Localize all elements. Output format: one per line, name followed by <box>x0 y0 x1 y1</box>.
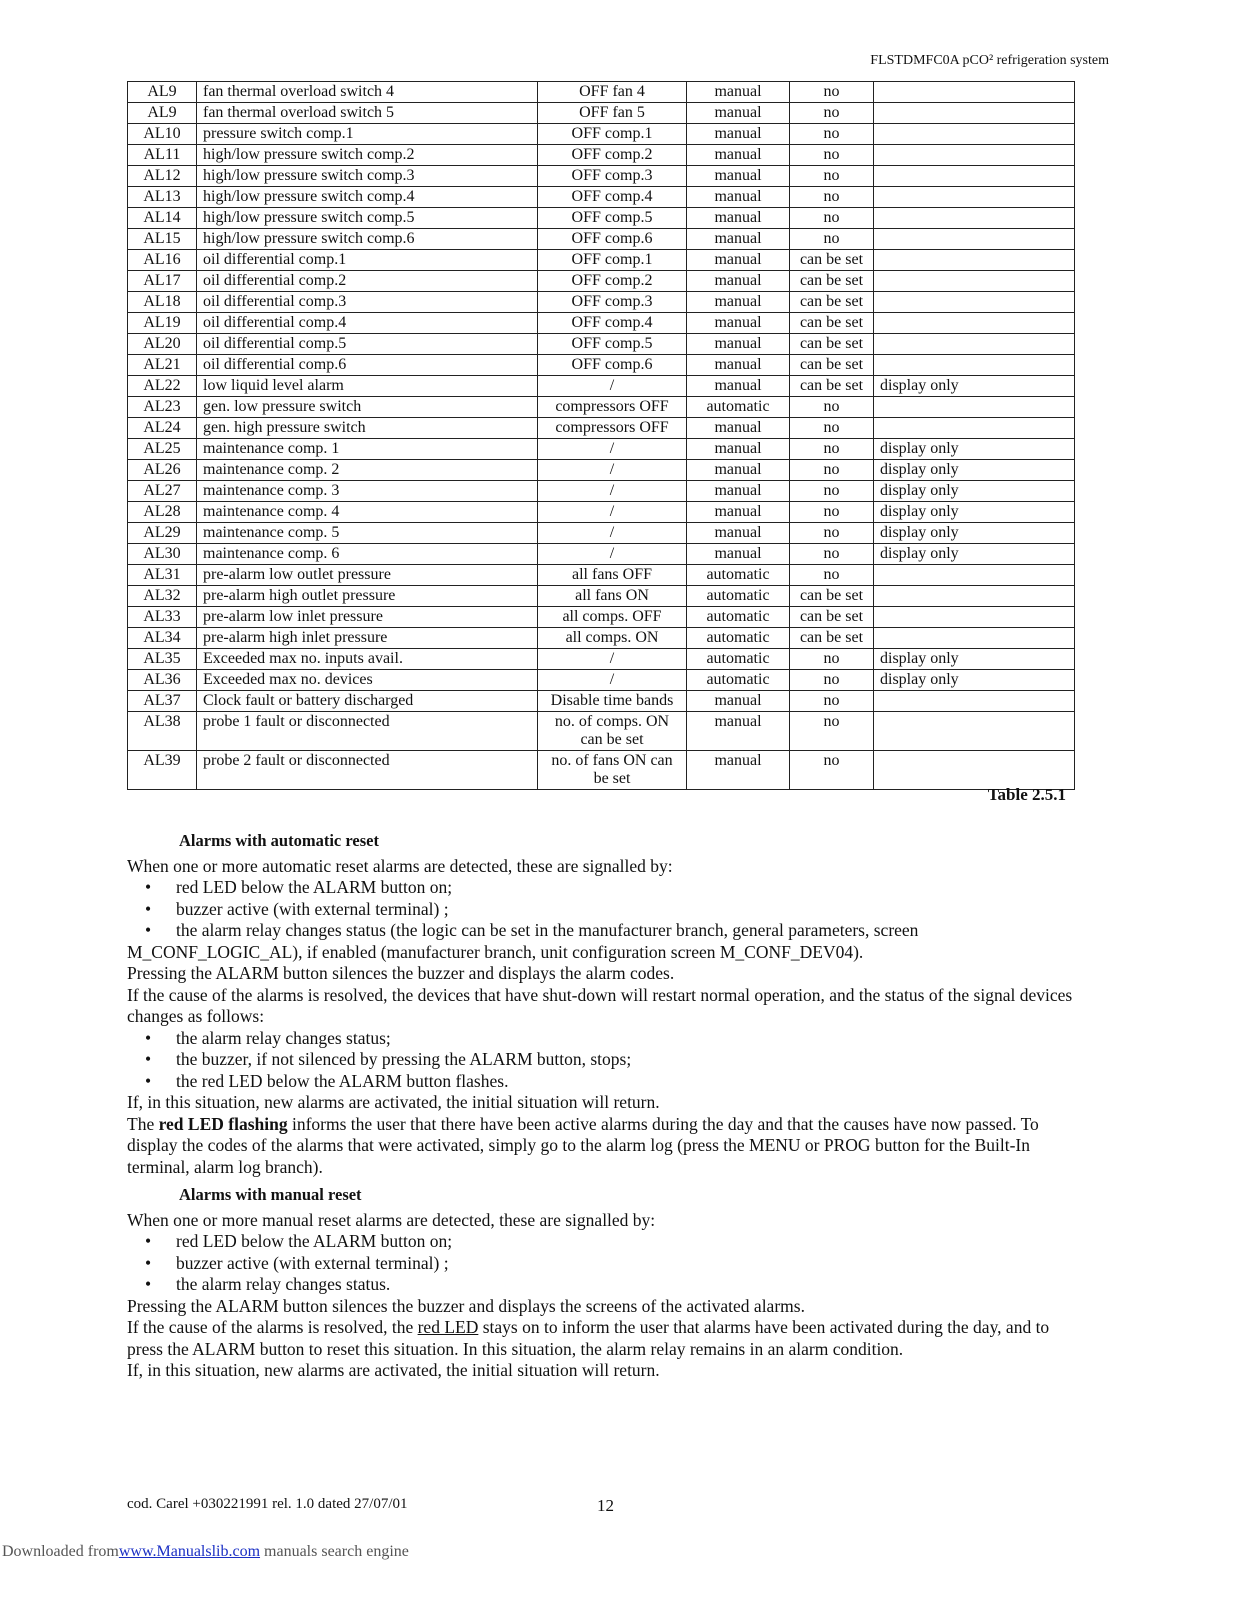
alarm-note-cell: display only <box>874 649 1075 670</box>
alarm-action-cell: / <box>538 670 687 691</box>
alarm-note-cell <box>874 418 1075 439</box>
table-row <box>128 250 1075 271</box>
auto-reset-bullet-continuation: M_CONF_LOGIC_AL), if enabled (manufacturer branch, unit configuration screen M_CONF_DEV04). <box>127 941 864 962</box>
alarm-action-cell: / <box>538 523 687 544</box>
alarm-description-cell: high/low pressure switch comp.4 <box>197 187 538 208</box>
alarm-reset-cell: automatic <box>687 649 790 670</box>
table-row <box>128 376 1075 397</box>
alarm-action-cell: Disable time bands <box>538 691 687 712</box>
alarm-delay-cell: no <box>790 82 874 103</box>
table-row <box>128 751 1075 790</box>
alarm-action-cell: no. of fans ON can be set <box>538 751 687 790</box>
alarm-note-cell <box>874 565 1075 586</box>
alarm-code-cell: AL36 <box>128 670 197 691</box>
alarm-note-cell <box>874 751 1075 790</box>
alarm-note-cell <box>874 586 1075 607</box>
alarm-action-cell: / <box>538 376 687 397</box>
alarm-action-cell: OFF fan 5 <box>538 103 687 124</box>
alarm-description-cell: high/low pressure switch comp.6 <box>197 229 538 250</box>
alarm-description-cell: oil differential comp.3 <box>197 292 538 313</box>
alarm-delay-cell: can be set <box>790 355 874 376</box>
alarm-reset-cell: manual <box>687 313 790 334</box>
alarm-code-cell: AL27 <box>128 481 197 502</box>
alarm-code-cell: AL11 <box>128 145 197 166</box>
table-row <box>128 82 1075 103</box>
alarm-delay-cell: can be set <box>790 376 874 397</box>
alarm-action-cell: OFF comp.1 <box>538 250 687 271</box>
alarm-delay-cell: no <box>790 523 874 544</box>
alarm-code-cell: AL18 <box>128 292 197 313</box>
alarm-reset-cell: manual <box>687 145 790 166</box>
alarm-action-cell: / <box>538 439 687 460</box>
alarm-description-cell: pressure switch comp.1 <box>197 124 538 145</box>
manual-reset-paragraph <box>127 1317 1082 1360</box>
alarm-reset-cell: manual <box>687 250 790 271</box>
alarm-description-cell: oil differential comp.1 <box>197 250 538 271</box>
alarm-code-cell: AL35 <box>128 649 197 670</box>
table-row <box>128 334 1075 355</box>
alarm-action-cell: OFF comp.3 <box>538 292 687 313</box>
download-suffix: manuals search engine <box>264 1543 409 1560</box>
alarm-description-cell: Exceeded max no. inputs avail. <box>197 649 538 670</box>
alarm-description-cell: fan thermal overload switch 4 <box>197 82 538 103</box>
table-row <box>128 691 1075 712</box>
alarm-delay-cell: can be set <box>790 628 874 649</box>
alarm-delay-cell: no <box>790 670 874 691</box>
alarm-action-cell: OFF comp.6 <box>538 229 687 250</box>
alarm-action-cell: OFF comp.1 <box>538 124 687 145</box>
alarm-table <box>127 81 1075 790</box>
table-row <box>128 187 1075 208</box>
alarm-code-cell: AL33 <box>128 607 197 628</box>
alarm-code-cell: AL23 <box>128 397 197 418</box>
alarm-delay-cell: no <box>790 166 874 187</box>
alarm-description-cell: oil differential comp.2 <box>197 271 538 292</box>
alarm-reset-cell: manual <box>687 82 790 103</box>
table-row <box>128 565 1075 586</box>
alarm-description-cell: gen. low pressure switch <box>197 397 538 418</box>
alarm-delay-cell: no <box>790 649 874 670</box>
alarm-description-cell: high/low pressure switch comp.5 <box>197 208 538 229</box>
footer-code: cod. Carel +030221991 rel. 1.0 dated 27/07/01 <box>127 1496 408 1512</box>
table-row <box>128 502 1075 523</box>
manual-reset-paragraph: Pressing the ALARM button silences the buzzer and displays the screens of the activated alarms. <box>127 1295 805 1316</box>
alarm-code-cell: AL19 <box>128 313 197 334</box>
heading-manual-reset: Alarms with manual reset <box>179 1185 362 1204</box>
table-row <box>128 208 1075 229</box>
alarm-reset-cell: automatic <box>687 397 790 418</box>
alarm-description-cell: oil differential comp.5 <box>197 334 538 355</box>
table-row <box>128 124 1075 145</box>
manualslib-link[interactable]: www.Manualslib.com <box>118 1543 261 1560</box>
text-span: informs the user that there have been active alarms during the day and that the causes have now passed. To display the codes of the alarms that were activated, simply go to the alarm log (press the MENU or PROG button for the Built-In terminal, alarm log branch). <box>127 1113 1039 1177</box>
alarm-action-cell: OFF comp.2 <box>538 145 687 166</box>
alarm-description-cell: probe 1 fault or disconnected <box>197 712 538 751</box>
alarm-action-cell: OFF comp.2 <box>538 271 687 292</box>
alarm-description-cell: maintenance comp. 2 <box>197 460 538 481</box>
alarm-code-cell: AL12 <box>128 166 197 187</box>
alarm-note-cell <box>874 355 1075 376</box>
alarm-code-cell: AL20 <box>128 334 197 355</box>
alarm-note-cell <box>874 229 1075 250</box>
auto-reset-status-list <box>127 1028 1082 1093</box>
table-row <box>128 607 1075 628</box>
alarm-code-cell: AL14 <box>128 208 197 229</box>
alarm-description-cell: oil differential comp.6 <box>197 355 538 376</box>
text-span: stays on to inform the user that alarms have been activated during the day, and to press the ALARM button to reset this situation. In this situation, the alarm relay remains in an alarm condition. <box>127 1317 1050 1359</box>
alarm-action-cell: / <box>538 460 687 481</box>
alarm-action-cell: all comps. ON <box>538 628 687 649</box>
alarm-note-cell <box>874 250 1075 271</box>
alarm-action-cell: OFF comp.4 <box>538 313 687 334</box>
list-item: • the alarm relay changes status (the logic can be set in the manufacturer branch, general parameters, screen <box>127 920 1082 942</box>
alarm-action-cell: / <box>538 502 687 523</box>
alarm-delay-cell: can be set <box>790 334 874 355</box>
alarm-delay-cell: no <box>790 124 874 145</box>
alarm-note-cell <box>874 334 1075 355</box>
alarm-delay-cell: can be set <box>790 271 874 292</box>
bold-text: red LED flashing <box>158 1113 288 1134</box>
alarm-code-cell: AL25 <box>128 439 197 460</box>
table-row <box>128 292 1075 313</box>
alarm-delay-cell: no <box>790 397 874 418</box>
alarm-note-cell: display only <box>874 376 1075 397</box>
alarm-action-cell: / <box>538 544 687 565</box>
table-row <box>128 523 1075 544</box>
alarm-description-cell: pre-alarm low inlet pressure <box>197 607 538 628</box>
alarm-note-cell <box>874 208 1075 229</box>
alarm-action-cell: compressors OFF <box>538 397 687 418</box>
alarm-reset-cell: manual <box>687 418 790 439</box>
list-item: • red LED below the ALARM button on; <box>127 1231 1082 1253</box>
alarm-note-cell: display only <box>874 481 1075 502</box>
alarm-description-cell: pre-alarm high outlet pressure <box>197 586 538 607</box>
auto-reset-paragraph: Pressing the ALARM button silences the buzzer and displays the alarm codes. <box>127 963 675 983</box>
list-item: • the alarm relay changes status. <box>127 1274 1082 1296</box>
alarm-delay-cell: no <box>790 712 874 751</box>
alarm-note-cell <box>874 313 1075 334</box>
table-row <box>128 586 1075 607</box>
alarm-reset-cell: manual <box>687 229 790 250</box>
alarm-reset-cell: automatic <box>687 628 790 649</box>
alarm-delay-cell: no <box>790 103 874 124</box>
manual-reset-intro: When one or more manual reset alarms are detected, these are signalled by: <box>127 1209 656 1230</box>
alarm-code-cell: AL37 <box>128 691 197 712</box>
alarm-note-cell <box>874 82 1075 103</box>
alarm-code-cell: AL34 <box>128 628 197 649</box>
table-row <box>128 355 1075 376</box>
alarm-note-cell: display only <box>874 502 1075 523</box>
alarm-code-cell: AL38 <box>128 712 197 751</box>
alarm-reset-cell: manual <box>687 208 790 229</box>
alarm-action-cell: OFF fan 4 <box>538 82 687 103</box>
alarm-note-cell <box>874 397 1075 418</box>
alarm-action-cell: / <box>538 481 687 502</box>
alarm-delay-cell: no <box>790 145 874 166</box>
alarm-description-cell: gen. high pressure switch <box>197 418 538 439</box>
alarm-note-cell <box>874 145 1075 166</box>
alarm-description-cell: Clock fault or battery discharged <box>197 691 538 712</box>
alarm-delay-cell: can be set <box>790 607 874 628</box>
auto-reset-paragraph: If the cause of the alarms is resolved, the devices that have shut-down will restart normal operation, and the status of the signal devices changes as follows: <box>127 984 1073 1026</box>
alarm-delay-cell: no <box>790 751 874 790</box>
alarm-delay-cell: no <box>790 418 874 439</box>
alarm-reset-cell: manual <box>687 166 790 187</box>
table-row <box>128 649 1075 670</box>
auto-reset-intro: When one or more automatic reset alarms are detected, these are signalled by: <box>127 855 673 876</box>
alarm-note-cell <box>874 628 1075 649</box>
download-notice <box>2 1543 409 1561</box>
alarm-reset-cell: automatic <box>687 607 790 628</box>
alarm-delay-cell: can be set <box>790 313 874 334</box>
list-item: • buzzer active (with external terminal) ; <box>127 1253 1082 1275</box>
alarm-note-cell: display only <box>874 523 1075 544</box>
alarm-delay-cell: no <box>790 229 874 250</box>
running-header: FLSTDMFC0A pCO² refrigeration system <box>870 53 1109 68</box>
alarm-action-cell: all comps. OFF <box>538 607 687 628</box>
alarm-reset-cell: manual <box>687 712 790 751</box>
alarm-action-cell: no. of comps. ON can be set <box>538 712 687 751</box>
table-row <box>128 397 1075 418</box>
alarm-delay-cell: no <box>790 481 874 502</box>
alarm-delay-cell: no <box>790 691 874 712</box>
alarm-action-cell: OFF comp.5 <box>538 334 687 355</box>
alarm-reset-cell: manual <box>687 481 790 502</box>
table-row <box>128 544 1075 565</box>
list-item: • red LED below the ALARM button on; <box>127 877 1082 899</box>
alarm-reset-cell: manual <box>687 103 790 124</box>
alarm-reset-cell: automatic <box>687 586 790 607</box>
table-row <box>128 460 1075 481</box>
alarm-code-cell: AL10 <box>128 124 197 145</box>
list-item: • the red LED below the ALARM button flashes. <box>127 1071 1082 1093</box>
table-row <box>128 439 1075 460</box>
alarm-description-cell: high/low pressure switch comp.2 <box>197 145 538 166</box>
alarm-code-cell: AL32 <box>128 586 197 607</box>
alarm-reset-cell: automatic <box>687 670 790 691</box>
alarm-reset-cell: manual <box>687 124 790 145</box>
alarm-code-cell: AL28 <box>128 502 197 523</box>
alarm-delay-cell: no <box>790 439 874 460</box>
manual-reset-paragraph: If, in this situation, new alarms are activated, the initial situation will return. <box>127 1360 660 1380</box>
list-item: • the alarm relay changes status; <box>127 1028 1082 1050</box>
alarm-action-cell: OFF comp.6 <box>538 355 687 376</box>
alarm-reset-cell: manual <box>687 502 790 523</box>
alarm-delay-cell: can be set <box>790 586 874 607</box>
list-item: • the buzzer, if not silenced by pressing the ALARM button, stops; <box>127 1049 1082 1071</box>
alarm-code-cell: AL16 <box>128 250 197 271</box>
alarm-note-cell <box>874 691 1075 712</box>
alarm-delay-cell: no <box>790 460 874 481</box>
download-prefix: Downloaded from <box>2 1543 119 1560</box>
underlined-text: red LED <box>417 1317 479 1337</box>
table-row <box>128 103 1075 124</box>
alarm-delay-cell: no <box>790 187 874 208</box>
alarm-description-cell: oil differential comp.4 <box>197 313 538 334</box>
list-item: • buzzer active (with external terminal) ; <box>127 899 1082 921</box>
alarm-action-cell: OFF comp.4 <box>538 187 687 208</box>
table-row <box>128 166 1075 187</box>
alarm-reset-cell: manual <box>687 355 790 376</box>
alarm-delay-cell: no <box>790 208 874 229</box>
alarm-description-cell: maintenance comp. 3 <box>197 481 538 502</box>
alarm-note-cell <box>874 187 1075 208</box>
alarm-description-cell: maintenance comp. 5 <box>197 523 538 544</box>
alarm-note-cell: display only <box>874 670 1075 691</box>
alarm-reset-cell: automatic <box>687 565 790 586</box>
alarm-reset-cell: manual <box>687 544 790 565</box>
heading-automatic-reset: Alarms with automatic reset <box>179 831 379 850</box>
page-number: 12 <box>597 1496 614 1515</box>
alarm-code-cell: AL21 <box>128 355 197 376</box>
alarm-code-cell: AL26 <box>128 460 197 481</box>
alarm-note-cell: display only <box>874 544 1075 565</box>
alarm-note-cell <box>874 166 1075 187</box>
alarm-reset-cell: manual <box>687 271 790 292</box>
alarm-code-cell: AL39 <box>128 751 197 790</box>
auto-reset-paragraph: If, in this situation, new alarms are activated, the initial situation will return. <box>127 1092 660 1112</box>
alarm-reset-cell: manual <box>687 292 790 313</box>
alarm-delay-cell: no <box>790 502 874 523</box>
alarm-code-cell: AL31 <box>128 565 197 586</box>
alarm-description-cell: maintenance comp. 4 <box>197 502 538 523</box>
table-row <box>128 670 1075 691</box>
alarm-delay-cell: can be set <box>790 250 874 271</box>
alarm-reset-cell: manual <box>687 691 790 712</box>
alarm-action-cell: OFF comp.3 <box>538 166 687 187</box>
text-span: The <box>127 1113 155 1134</box>
table-row <box>128 628 1075 649</box>
alarm-code-cell: AL29 <box>128 523 197 544</box>
alarm-code-cell: AL24 <box>128 418 197 439</box>
alarm-action-cell: compressors OFF <box>538 418 687 439</box>
alarm-reset-cell: manual <box>687 376 790 397</box>
alarm-description-cell: maintenance comp. 6 <box>197 544 538 565</box>
table-row <box>128 271 1075 292</box>
text-span: If the cause of the alarms is resolved, the <box>127 1317 414 1337</box>
alarm-delay-cell: no <box>790 565 874 586</box>
alarm-code-cell: AL22 <box>128 376 197 397</box>
alarm-description-cell: pre-alarm high inlet pressure <box>197 628 538 649</box>
table-caption: Table 2.5.1 <box>987 785 1066 804</box>
alarm-description-cell: probe 2 fault or disconnected <box>197 751 538 790</box>
alarm-code-cell: AL13 <box>128 187 197 208</box>
alarm-action-cell: / <box>538 649 687 670</box>
alarm-action-cell: all fans ON <box>538 586 687 607</box>
manual-reset-signals-list <box>127 1231 1082 1296</box>
alarm-reset-cell: manual <box>687 460 790 481</box>
alarm-code-cell: AL17 <box>128 271 197 292</box>
table-row <box>128 145 1075 166</box>
table-row <box>128 712 1075 751</box>
alarm-reset-cell: manual <box>687 334 790 355</box>
table-row <box>128 418 1075 439</box>
alarm-description-cell: high/low pressure switch comp.3 <box>197 166 538 187</box>
alarm-note-cell <box>874 103 1075 124</box>
alarm-description-cell: pre-alarm low outlet pressure <box>197 565 538 586</box>
body-text <box>127 830 1082 1382</box>
alarm-table-body <box>128 82 1075 790</box>
alarm-reset-cell: manual <box>687 751 790 790</box>
alarm-note-cell <box>874 292 1075 313</box>
table-row <box>128 313 1075 334</box>
alarm-note-cell: display only <box>874 439 1075 460</box>
alarm-note-cell: display only <box>874 460 1075 481</box>
alarm-code-cell: AL9 <box>128 82 197 103</box>
table-row <box>128 481 1075 502</box>
alarm-note-cell <box>874 124 1075 145</box>
auto-reset-paragraph <box>127 1114 1082 1179</box>
alarm-note-cell <box>874 607 1075 628</box>
alarm-description-cell: Exceeded max no. devices <box>197 670 538 691</box>
alarm-action-cell: all fans OFF <box>538 565 687 586</box>
alarm-note-cell <box>874 271 1075 292</box>
alarm-action-cell: OFF comp.5 <box>538 208 687 229</box>
alarm-reset-cell: manual <box>687 523 790 544</box>
alarm-description-cell: fan thermal overload switch 5 <box>197 103 538 124</box>
alarm-delay-cell: no <box>790 544 874 565</box>
alarm-description-cell: maintenance comp. 1 <box>197 439 538 460</box>
alarm-description-cell: low liquid level alarm <box>197 376 538 397</box>
alarm-code-cell: AL9 <box>128 103 197 124</box>
alarm-code-cell: AL30 <box>128 544 197 565</box>
alarm-note-cell <box>874 712 1075 751</box>
alarm-delay-cell: can be set <box>790 292 874 313</box>
alarm-code-cell: AL15 <box>128 229 197 250</box>
alarm-reset-cell: manual <box>687 439 790 460</box>
table-row <box>128 229 1075 250</box>
alarm-reset-cell: manual <box>687 187 790 208</box>
auto-reset-signals-list <box>127 877 1082 942</box>
